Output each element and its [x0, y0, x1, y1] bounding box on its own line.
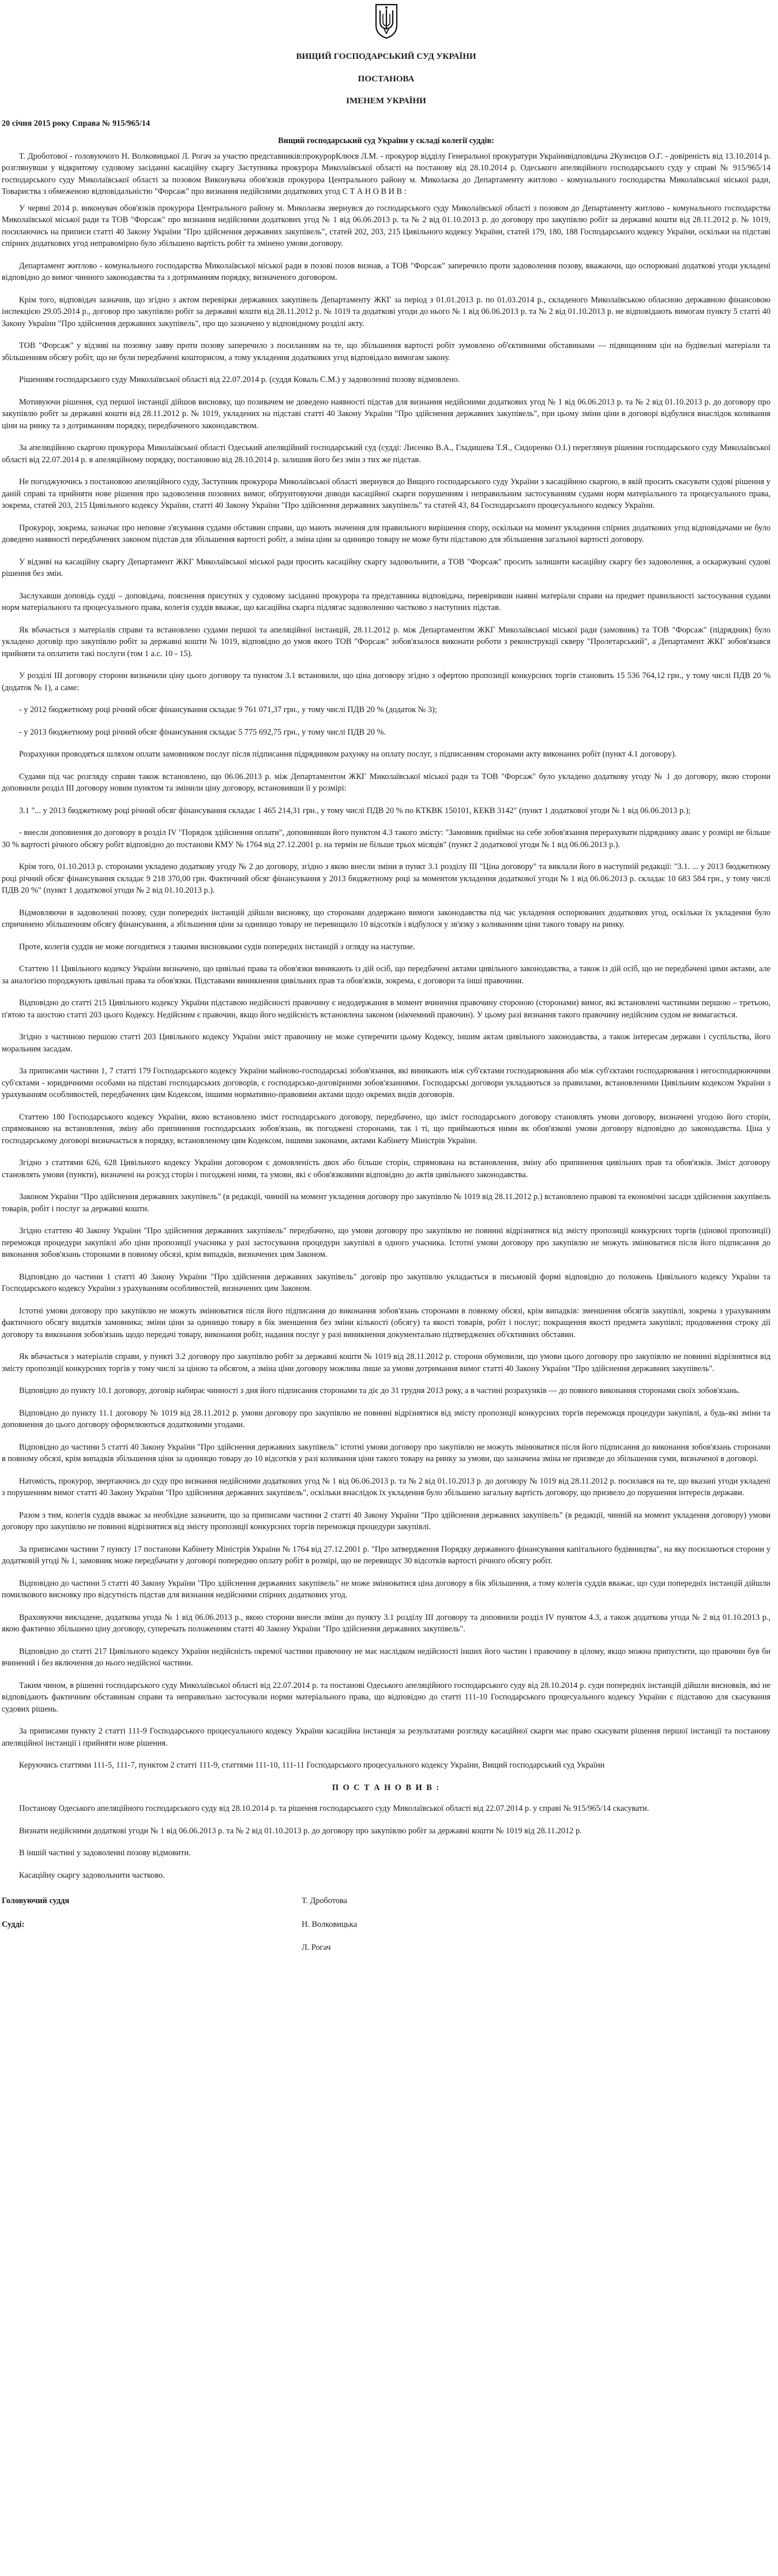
paragraph: За приписами частини 7 пункту 17 постанови Кабінету Міністрів України № 1764 від 27.12.2001 р. "Про затвердження Порядку державного фінансування капітального будівництва", на яку посилаються сторони у додатковій угоді № 1, замовник може передбачати у договорі попередню оплату робіт в розмірі, що не перевищує 30 відсотків вартості річного обсягу робіт.	[2, 1544, 771, 1566]
signature-role	[2, 1938, 302, 1962]
paragraph: Статтею 180 Господарського кодексу України, якою встановлено зміст господарського договору, передбачено, що зміст господарського договору становлять умови договору, визначені угодою його сторін, спрямованою на встановлення, зміну або припинення господарських зобов'язань, як погоджені сторонами, так і ті, що приймаються ними як обов'язкові умови договору відповідно до законодавства. Ціна у господарському договорі визначається в порядку, встановленому цим Кодексом, іншими законами, актами Кабінету Міністрів України.	[2, 1112, 771, 1145]
paragraph: Відповідно до пункту 10.1 договору, договір набирає чинності з дня його підписання сторонами та діє до 31 грудня 2013 року, а в частині розрахунків — до повного виконання сторонами своїх зобов'язань.	[19, 1386, 740, 1395]
signature-name: Т. Дроботова	[302, 1896, 347, 1905]
paragraph: Департамент житлово - комунального господарства Миколаївської міської ради в позові позов визнав, а ТОВ "Форсаж" заперечило проти задоволення позову, вважаючи, що оспорювані додаткові угоди укладені відповідно до вимог чинного законодавства та з дотриманням порядку, визначеного договором.	[2, 261, 771, 282]
paragraph: 3.1 "... у 2013 бюджетному році річний обсяг фінансування складає 1 465 214,31 грн., у тому числі ПДВ 20 % по КТКВК 150101, КЕКВ 3142" (пункт 1 додаткової угоди № 1 від 06.06.2013 р.);	[19, 806, 691, 815]
paragraph: За приписами пункту 2 статті 111-9 Господарського процесуального кодексу України касаційна інстанція за результатами розгляду касаційної скарги має право скасувати рішення першої інстанції та постанову апеляційної інстанції і прийняти нове рішення.	[2, 1727, 771, 1748]
paragraph: Разом з тим, колегія суддів вважає за необхідне зазначити, що за приписами частини 2 статті 40 Закону України "Про здійснення державних закупівель" (в редакції, чинній на момент укладення договору) умови договору про закупівлю не повинні відрізнятися від змісту пропозиції конкурсних торгів переможця процедури закупівлі.	[2, 1510, 771, 1532]
paragraph: Відповідно до пункту 11.1 договору № 1019 від 28.11.2012 р. умови договору про закупівлю не повинні відрізнятися від змісту пропозиції конкурсних торгів переможця процедури закупівлі, а будь-які зміни та доповнення до цього договору оформлюються додатковими угодами.	[2, 1408, 771, 1429]
decision-body	[2, 151, 771, 1772]
ruling-paragraph: Касаційну скаргу задовольнити частково.	[19, 1870, 165, 1880]
paragraph: Враховуючи викладене, додаткова угода № 1 від 06.06.2013 р., якою сторони внесли зміни до пункту 3.1 розділу III договору та доповнили розділ IV пунктом 4.3, а також додаткова угода № 2 від 01.10.2013 р., якою фактично збільшено ціну договору, суперечать положенням статті 40 Закону України "Про здійснення державних закупівель".	[2, 1612, 771, 1634]
signature-name: Л. Рогач	[302, 1943, 331, 1952]
paragraph: Проте, колегія суддів не може погодитися з такими висновками судів попередніх інстанцій з огляду на наступне.	[19, 942, 415, 952]
ruling-paragraph: Визнати недійсними додаткові угоди № 1 від 06.06.2013 р. та № 2 від 01.10.2013 р. до договору про закупівлю робіт за державні кошти № 1019 від 28.11.2012 р.	[19, 1826, 582, 1836]
paragraph: Крім того, відповідач зазначив, що згідно з актом перевірки державних закупівель Департаменту ЖКГ за період з 01.01.2013 р. по 01.03.2014 р., складеного Миколаївською обласною державною фінансовою інспекцією 29.05.2014 р., договор про закупівлю робіт за державні кошти від 28.11.2012 р. № 1019 та додаткові угоди до нього № 1 від 06.06.2013 р. та № 2 від 01.10.2013 р. не відповідають вимогам пункту 5 статті 40 Закону України "Про здійснення державних закупівель", про що зазначено у відповідному розділі акту.	[2, 295, 771, 328]
signatures	[2, 1892, 521, 1962]
paragraph: Відповідно до частини 5 статті 40 Закону України "Про здійснення державних закупівель" не може змінюватися ціна договору в бік збільшення, а тому колегія суддів вважає, що суди попередніх інстанцій дійшли помилкового висновку про відсутність підстав для визнання недійсними спірних додаткових угод.	[2, 1578, 771, 1600]
paragraph: - у 2013 бюджетному році річний обсяг фінансування складає 5 775 692,75 грн., у тому числі ПДВ 20 %.	[19, 727, 386, 737]
signature-role: Судді:	[2, 1919, 25, 1929]
paragraph: Статтею 11 Цивільного кодексу України визначено, що цивільні права та обов'язки виникають із дій осіб, що передбачені актами цивільного законодавства, а також із дій осіб, що не передбачені цими актами, але за аналогією породжують цивільні права та обов'язки. Підставами виникнення цивільних прав та обов'язків, зокрема, є договори та інші правочини.	[2, 964, 771, 986]
signature-row	[2, 1938, 521, 1962]
paragraph: Судами під час розгляду справи також встановлено, що 06.06.2013 р. між Департаментом ЖКГ Миколаївської міської ради та ТОВ "Форсаж" було укладено додаткову угоду № 1 до договору, якою сторони доповнили розділ III договору новим пунктом та змінили ціну договору, встановивши її у розмірі:	[2, 772, 771, 793]
court-composition: Вищий господарський суд України у складі колегії суддів:	[278, 136, 494, 145]
paragraph: Як вбачається з матеріалів справи, у пункті 3.2 договору про закупівлю робіт за державні кошти № 1019 від 28.11.2012 р. сторони обумовили, що умови цього договору про закупівлю не повинні відрізнятися від змісту пропозиції конкурсних торгів у тому числі за ціною та обсягом, а зміна ціни договору можлива лише за умови дотримання вимог статті 40 Закону України "Про здійснення державних закупівель".	[2, 1352, 771, 1373]
signature-name: Н. Волковицька	[302, 1919, 358, 1929]
paragraph: Істотні умови договору про закупівлю не можуть змінюватися після його підписання до виконання зобов'язань сторонами в повному обсязі, крім випадків: зменшення обсягів закупівлі, зокрема з урахуванням фактичного обсягу видатків замовника; зміни ціни за одиницю товару в бік зменшення без зміни кількості (обсягу) та якості товарів, робіт і послуг; покращення якості предмета закупівлі; продовження строку дії договору та виконання зобов'язань щодо передачі товару, виконання робіт, надання послуг у разі виникнення документально підтверджених об'єктивних обставин.	[2, 1306, 771, 1339]
paragraph: Натомість, прокурор, звертаючись до суду про визнання недійсними додаткових угод № 1 від 06.06.2013 р. та № 2 від 01.10.2013 р. до договору № 1019 від 28.11.2012 р. посилався на те, що вказані угоди укладені з порушенням вимог статті 40 Закону України "Про здійснення державних закупівель", оскільки внаслідок їх укладення було збільшено загальну вартість договору, що призвело до порушення інтересів держави.	[2, 1476, 771, 1497]
paragraph: За апеляційною скаргою прокурора Миколаївської області Одеський апеляційний господарський суд (судді: Лисенко В.А., Гладишева Т.Я., Сидоренко О.І.) переглянув рішення господарського суду Миколаївської області від 22.07.2014 р. в апеляційному порядку, постановою від 28.10.2014 р. залишив його без змін з тих же підстав.	[2, 443, 771, 465]
paragraph: У розділі III договору сторони визначили ціну цього договору та пунктом 3.1 встановили, що ціна договору згідно з офертою пропозиції конкурсних торгів становить 15 536 764,12 грн., у тому числі ПДВ 20 % (додаток № 1), а саме:	[2, 671, 771, 692]
paragraph: Не погоджуючись з постановою апеляційного суду, Заступник прокурора Миколаївської області звернувся до Вищого господарського суду України з касаційною скаргою, в якій просить скасувати судові рішення у даній справі та прийняти нове рішення про задоволення позовних вимог, обґрунтовуючи доводи касаційної скарги порушенням і неправильним застосуванням судами норм матеріального та процесуального права, зокрема, статей 203, 215 Цивільного кодексу України, статті 40 Закону України "Про здійснення державних закупівель" та статей 43, 84 Господарського процесуального кодексу України.	[2, 477, 771, 510]
paragraph: Згідно статтею 40 Закону України "Про здійснення державних закупівель" передбачено, що умови договору про закупівлю не повинні відрізнятися від змісту пропозиції конкурсних торгів (цінової пропозиції) переможця процедури закупівлі або ціни пропозиції учасника у разі застосування процедури закупівлі в одного учасника. Істотні умови договору про закупівлю не можуть змінюватися після його підписання до виконання зобов'язань сторонами в повному обсязі, крім випадків, визначених цим Законом.	[2, 1226, 771, 1259]
ruling-heading: П О С Т А Н О В И В :	[332, 1783, 441, 1792]
ruling-body	[2, 1803, 771, 1881]
paragraph: Заслухавши доповідь судді – доповідача, пояснення присутніх у судовому засіданні прокурора та представника відповідача, перевіривши наявні матеріали справи на предмет правильності застосування судами норм матеріального та процесуального права, колегія суддів вважає, що касаційна скарга підлягає задоволенню частково з наступних підстав.	[2, 591, 771, 612]
paragraph: За приписами частини 1, 7 статті 179 Господарського кодексу України майново-господарські зобов'язання, які виникають між суб'єктами господарювання або між суб'єктами господарювання і негосподарюючими суб'єктами - юридичними особами на підставі господарських договорів, є господарсько-договірними зобов'язаннями. Господарські договори укладаються за правилами, встановленими Цивільним кодексом України з урахуванням особливостей, передбачених цим Кодексом, іншими нормативно-правовими актами щодо окремих видів договорів.	[2, 1066, 771, 1099]
document-type: ПОСТАНОВА	[358, 74, 415, 84]
paragraph: Згідно з частиною першою статті 203 Цивільного кодексу України зміст правочину не може суперечити цьому Кодексу, іншим актам цивільного законодавства, а також інтересам держави і суспільства, його моральним засадам.	[2, 1032, 771, 1054]
paragraph: Таким чином, в рішенні господарського суду Миколаївської області від 22.07.2014 р. та постанові Одеського апеляційного господарського суду від 28.10.2014 р. суди попередніх інстанцій дійшли висновків, які не відповідають фактичним обставинам справи та неправильно застосували норми матеріального права, що відповідно до статті 111-10 Господарського процесуального кодексу України є підставою для скасування судових рішень.	[2, 1680, 771, 1714]
paragraph: Згідно з статтями 626, 628 Цивільного кодексу України договором є домовленість двох або більше сторін, спрямована на встановлення, зміну або припинення цивільних прав та обов'язків. Зміст договору становлять умови (пункти), визначені на розсуд сторін і погоджені ними, та умови, які є обов'язковими відповідно до актів цивільного законодавства.	[2, 1158, 771, 1180]
paragraph: Як вбачається з матеріалів справи та встановлено судами першої та апеляційної інстанцій, 28.11.2012 р. між Департаментом ЖКГ Миколаївської міської ради (замовник) та ТОВ "Форсаж" (підрядник) було укладено договір про закупівлю робіт за державні кошти № 1019, відповідно до умов якого ТОВ "Форсаж" зобов'язалося виконати роботи з реконструкції скверу "Пролетарський", а Департамент ЖКГ зобов'язався прийняти та оплатити такі послуги (том 1 а.с. 10 - 15).	[2, 625, 771, 658]
ruling-paragraph: Постанову Одеського апеляційного господарського суду від 28.10.2014 р. та рішення господарського суду Миколаївської області від 22.07.2014 р. у справі № 915/965/14 скасувати.	[19, 1804, 649, 1813]
paragraph: Відповідно до частини 1 статті 40 Закону України "Про здійснення державних закупівель" договір про закупівлю укладається в письмовій формі відповідно до положень Цивільного кодексу України та Господарського кодексу України з урахуванням особливостей, визначених цим Законом.	[2, 1272, 771, 1293]
paragraph: - внесли доповнення до договору в розділ IV "Порядок здійснення оплати", доповнивши його пунктом 4.3 такого змісту: "Замовник приймає на себе зобов'язання перерахувати підряднику аванс у розмірі не більше 30 % вартості річного обсягу робіт відповідно до постанови КМУ № 1764 від 27.12.2001 р. на термін не більше трьох місяців" (пункт 2 додаткової угоди № 1 від 06.06.2013 р.).	[2, 828, 771, 849]
paragraph: Відповідно до статті 215 Цивільного кодексу України підставою недійсності правочину є недодержання в момент вчинення правочину стороною (сторонами) вимог, які встановлені частинами першою – третьою, п'ятою та шостою статті 203 цього Кодексу. Недійсним є правочин, якщо його недійсність встановлена законом (нікчемний правочин). У цьому разі визнання такого правочину недійсним судом не вимагається.	[2, 998, 771, 1020]
paragraph: Відмовляючи в задоволенні позову, суди попередніх інстанцій дійшли висновку, що сторонами додержано вимоги законодавства під час укладення оспорюваних додаткових угод, оскільки їх укладення було спричинено збільшенням обсягу фінансування, а збільшення ціни за одиницю товару не перевищило 10 відсотків і відбулося у зв'язку з коливанням ціни такого товару на ринку.	[2, 908, 771, 929]
signature-row	[2, 1915, 521, 1939]
signature-role: Головуючий суддя	[2, 1896, 70, 1905]
paragraph: У відзиві на касаційну скаргу Департамент ЖКГ Миколаївської міської ради просить касаційну скаргу задовольнити, а ТОВ "Форсаж" просить залишити касаційну скаргу без задоволення, а оскаржувані судові рішення без змін.	[2, 557, 771, 578]
paragraph: Крім того, 01.10.2013 р. сторонами укладено додаткову угоду № 2 до договору, згідно з якою внесли зміни в пункт 3.1 розділу III "Ціна договору" та виклали його в наступній редакції: "3.1. ... у 2013 бюджетному році річний обсяг фінансування складає 9 218 370,00 грн. Фактичний обсяг фінансування у 2013 бюджетному році за моментом укладення додаткової угоди № 1 від 06.06.2013 р. складає 10 683 584 грн., у тому числі ПДВ 20 %" (пункт 1 додаткової угоди № 2 від 01.10.2013 р.).	[2, 862, 771, 895]
paragraph: Законом України "Про здійснення державних закупівель" (в редакції, чинній на момент укладення договору про закупівлю № 1019 від 28.11.2012 р.) встановлено правові та економічні засади здійснення закупівель товарів, робіт і послуг за державні кошти.	[2, 1192, 771, 1214]
paragraph: Рішенням господарського суду Миколаївської області від 22.07.2014 р. (суддя Коваль С.М.) у задоволенні позову відмовлено.	[19, 375, 460, 384]
in-the-name-heading: ІМЕНЕМ УКРАЇНИ	[346, 96, 426, 106]
coat-of-arms-icon	[374, 2, 399, 39]
paragraph: Розрахунки проводяться шляхом оплати замовником послуг після підписання підрядником рахунку на оплату послуг, з підписанням сторонами акту виконаних робіт (пункт 4.1 договору).	[19, 750, 677, 759]
paragraph: ТОВ "Форсаж" у відзиві на позовну заяву проти позову заперечило з посиланням на те, що збільшення вартості робіт зумовлено об'єктивними обставинами — підвищенням цін на будівельні матеріали та збільшенням обсягу робіт, що не були передбачені кошторисом, а тому укладення додаткових угод відповідало вимогам закону.	[2, 341, 771, 362]
paragraph: - у 2012 бюджетному році річний обсяг фінансування складає 9 761 071,37 грн., у тому числі ПДВ 20 % (додаток № 3);	[19, 705, 437, 714]
paragraph: Керуючись статтями 111-5, 111-7, пунктом 2 статті 111-9, статтями 111-10, 111-11 Господарського процесуального кодексу України, Вищий господарський суд України	[19, 1761, 605, 1770]
paragraph: У червні 2014 р. виконувач обов'язків прокурора Центрального району м. Миколаєва звернувся до господарського суду Миколаївської області з позовом до Департаменту житлово - комунального господарства Миколаївської міської ради та ТОВ "Форсаж" про визнання недійсними додаткових угод № 1 від 06.06.2013 р. та № 2 від 01.10.2013 р. до договору про закупівлю робіт за державні кошти від 28.11.2012 р. № 1019, посилаючись на приписи статті 40 Закону України "Про здійснення державних закупівель", статей 202, 203, 215 Цивільного кодексу України, статей 179, 180, 188 Господарського кодексу України, оскільки на підставі спірних додаткових угод неправомірно було збільшено вартість робіт та змінено умови договору.	[2, 203, 771, 248]
signature-row	[2, 1892, 521, 1915]
paragraph: Відповідно до статті 217 Цивільного кодексу України недійсність окремої частини правочину не має наслідком недійсності інших його частин і правочину в цілому, якщо можна припустити, що правочин був би вчинений і без включення до нього недійсної частини.	[2, 1646, 771, 1668]
paragraph: Т. Дроботової - головуючого Н. Волковицької Л. Рогач за участю представників:прокурорКлюєв Л.М. - прокурор відділу Генеральної прокуратури Українивідповідача 2Кузнєцов О.Г. - довіреність від 13.10.2014 р. розглянувши у відкритому судовому засіданні касаційну скаргу Заступника прокурора Миколаївської області на постанову від 28.10.2014 р. Одеського апеляційного господарського суду у справі № 915/965/14 господарського суду Миколаївської області за позовом Виконувача обов'язків прокурора Центрального району м. Миколаєва до Департаменту житлово - комунального господарства Миколаївської міської ради, Товариства з обмеженою відповідальністю "Форсаж" про визнання недійсними додаткових угод С Т А Н О В И В :	[2, 151, 771, 196]
paragraph: Відповідно до частини 5 статті 40 Закону України "Про здійснення державних закупівель" істотні умови договору про закупівлю не можуть змінюватися після його підписання до виконання зобов'язань сторонами в повному обсязі, крім випадків збільшення ціни за одиницю товару до 10 відсотків у разі коливання ціни такого товару на ринку за умови, що зазначена зміна не призведе до збільшення суми, визначеної в договорі.	[2, 1442, 771, 1463]
ruling-paragraph: В іншій частині у задоволенні позову відмовити.	[19, 1848, 191, 1858]
court-name: ВИЩИЙ ГОСПОДАРСЬКИЙ СУД УКРАЇНИ	[296, 52, 476, 61]
decision-document	[2, 2, 771, 1962]
paragraph: Прокурор, зокрема, зазначає про неповне з'ясування судами обставин справи, що мають значення для правильного вирішення спору, оскільки на момент укладення спірних додаткових угод відповідачами не було доведено наявності передбачених законом підстав для збільшення вартості робіт, а зміна ціни за одиницю товару не може бути підставою для збільшення загальної вартості договору.	[2, 523, 771, 544]
paragraph: Мотивуючи рішення, суд першої інстанції дійшов висновку, що позивачем не доведено наявності підстав для визнання недійсними додаткових угод № 1 від 06.06.2013 р. та № 2 від 01.10.2013 р. до договору про закупівлю робіт за державні кошти від 28.11.2012 р. № 1019, укладених на підставі статті 40 Закону України "Про здійснення державних закупівель", при цьому зміни ціни в договорі відбулися внаслідок коливання ціни на ринку та з дотриманням порядку, передбаченого законодавством.	[2, 397, 771, 430]
date-and-case-number: 20 січня 2015 року Справа № 915/965/14	[2, 118, 151, 128]
